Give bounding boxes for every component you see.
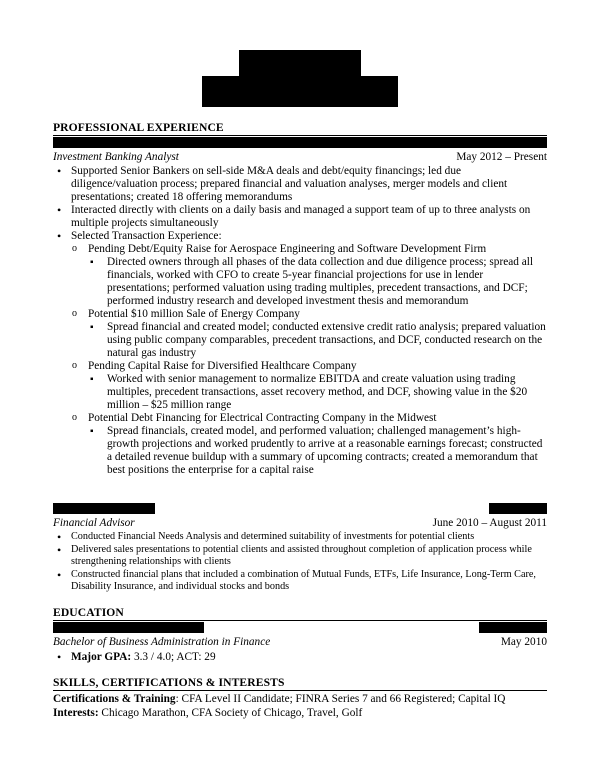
degree: Bachelor of Business Administration in Finance [53, 636, 271, 648]
job-dates: June 2010 – August 2011 [432, 517, 547, 529]
certifications-label: Certifications & Training [53, 693, 176, 705]
job-title: Financial Advisor [53, 517, 135, 529]
transaction-name: Pending Debt/Equity Raise for Aerospace Engineering and Software Development Firm [88, 243, 487, 255]
redacted-school-location [479, 622, 547, 633]
job-header-1 [53, 151, 547, 164]
list-item [53, 230, 547, 477]
section-rule [53, 690, 547, 691]
transaction-item [71, 243, 547, 308]
certifications-value: : CFA Level II Candidate; FINRA Series 7 and 66 Registered; Capital IQ [175, 693, 506, 705]
transaction-item [71, 412, 547, 477]
job1-bullets [53, 165, 547, 477]
list-item: • Conducted Financial Needs Analysis and determined suitability of investments for potential clients [53, 531, 547, 544]
list-item [53, 651, 547, 664]
interests-label: Interests: [53, 707, 99, 719]
section-rule [53, 135, 547, 136]
transaction-detail: ▪ Directed owners through all phases of the data collection and due diligence process; spread all financials, worked with CFO to create 5-year financial projections for use in lender presentations; performed valuation using trading multiples, precedent transactions, and DCF; performed industry research and developed investment thesis and memorandum [88, 256, 547, 308]
transaction-name: Potential Debt Financing for Electrical Contracting Company in the Midwest [88, 412, 437, 424]
redacted-employer-2 [53, 503, 155, 514]
section-rule [53, 620, 547, 621]
redacted-employer-1 [53, 137, 547, 148]
section-title-experience: PROFESSIONAL EXPERIENCE [53, 121, 224, 134]
transaction-detail: ▪ Worked with senior management to normalize EBITDA and create valuation using trading multiples, precedent transactions, asset recovery method, and DCF, showing value in the $20 million – $25 million range [88, 373, 547, 412]
section-title-skills: SKILLS, CERTIFICATIONS & INTERESTS [53, 676, 285, 689]
list-item-label: Selected Transaction Experience: [71, 230, 222, 242]
list-item: • Interacted directly with clients on a daily basis and managed a support team of up to three analysts on multiple projects simultaneously [53, 204, 547, 230]
section-title-education: EDUCATION [53, 606, 124, 619]
job2-bullets [53, 531, 547, 594]
transaction-name: Pending Capital Raise for Diversified Healthcare Company [88, 360, 357, 372]
redacted-name [239, 50, 361, 76]
transaction-detail: ▪ Spread financials, created model, and performed valuation; challenged management’s high-growth projections and worked prudently to arrive at a reasonable earnings forecast; constructed a detailed revenue buildup with a summary of upcoming contracts; created a memorandum that best positions the enterprise for a capital raise [88, 425, 547, 477]
redacted-contact [202, 76, 398, 107]
graduation-date: May 2010 [500, 636, 547, 648]
transaction-detail: ▪ Spread financial and created model; conducted extensive credit ratio analysis; prepared valuation using public company comparables, precedent transactions, and DCF, conducted research on the natural gas industry [88, 321, 547, 360]
gpa-value: 3.3 / 4.0; ACT: 29 [131, 651, 216, 663]
transaction-item [71, 308, 547, 360]
redacted-location-2 [489, 503, 547, 514]
gpa-label: Major GPA: [71, 651, 132, 663]
interests-line [53, 707, 547, 720]
transaction-name: Potential $10 million Sale of Energy Company [88, 308, 300, 320]
education-bullets [53, 651, 547, 664]
transactions-list [71, 243, 547, 477]
list-item: • Constructed financial plans that included a combination of Mutual Funds, ETFs, Life Insurance, Long-Term Care, Disability Insurance, and individual stocks and bonds [53, 569, 547, 594]
job-dates: May 2012 – Present [456, 151, 547, 163]
education-header [53, 636, 547, 649]
list-item: • Delivered sales presentations to potential clients and assisted throughout completion of application process while strengthening relationships with clients [53, 544, 547, 569]
job-title: Investment Banking Analyst [53, 151, 179, 163]
list-item: • Supported Senior Bankers on sell-side M&A deals and debt/equity financings; led due diligence/valuation process; prepared financial and valuation analyses, merger models and client presentations; created 18 offering memorandums [53, 165, 547, 204]
certifications-line [53, 693, 547, 706]
transaction-item [71, 360, 547, 412]
interests-value: Chicago Marathon, CFA Society of Chicago, Travel, Golf [98, 707, 363, 719]
redacted-school [53, 622, 204, 633]
job-header-2 [53, 517, 547, 530]
